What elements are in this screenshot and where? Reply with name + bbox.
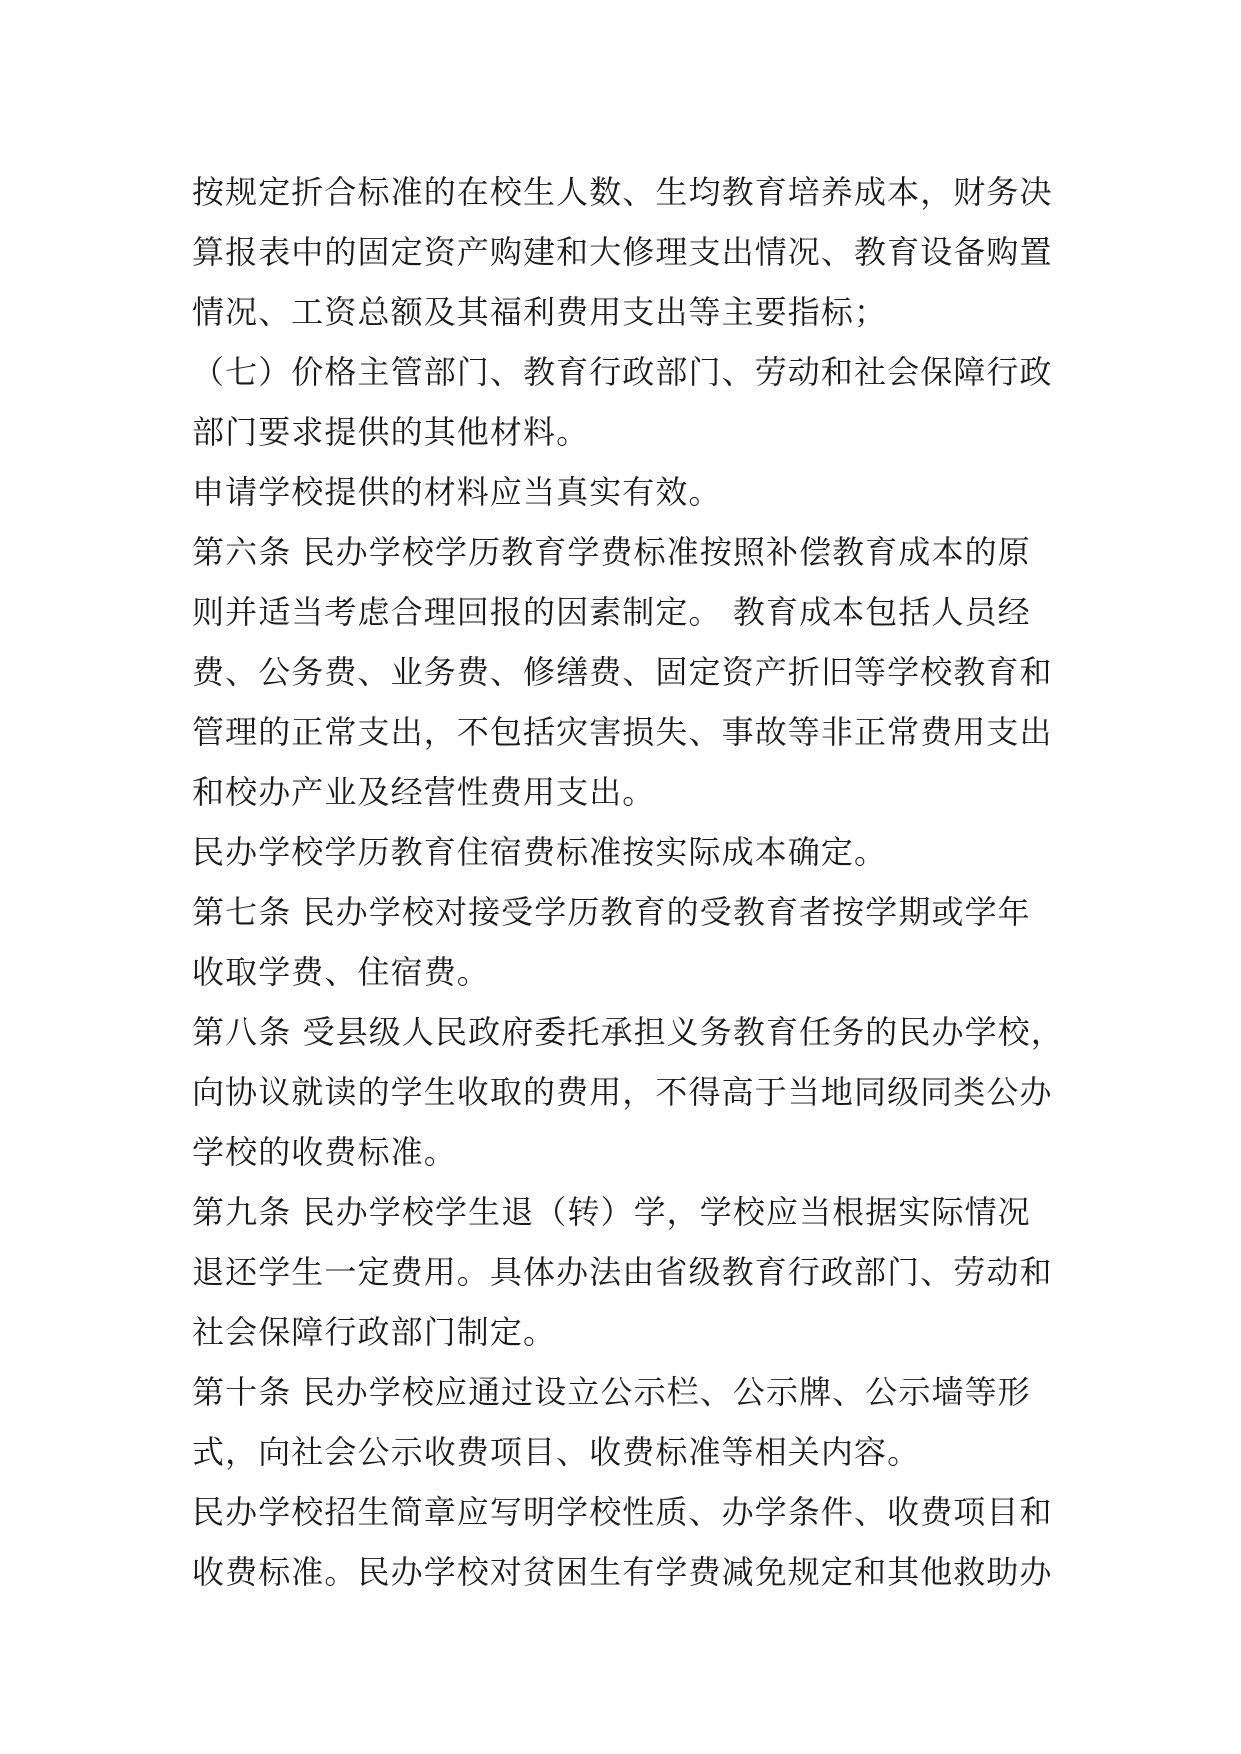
text-line: 情况、工资总额及其福利费用支出等主要指标；: [192, 293, 888, 331]
text-line: 第七条 民办学校对接受学历教育的受教育者按学期或学年: [192, 893, 1031, 931]
text-line: 退还学生一定费用。具体办法由省级教育行政部门、劳动和: [192, 1253, 1053, 1291]
text-line: 则并适当考虑合理回报的因素制定。 教育成本包括人员经: [192, 593, 1031, 631]
text-line: 第八条 受县级人民政府委托承担义务教育任务的民办学校，: [192, 1013, 1064, 1051]
text-line: 部门要求提供的其他材料。: [192, 413, 590, 451]
text-line: （七）价格主管部门、教育行政部门、劳动和社会保障行政: [192, 353, 1053, 391]
text-line: 第九条 民办学校学生退（转）学，学校应当根据实际情况: [192, 1193, 1031, 1231]
text-line: 申请学校提供的材料应当真实有效。: [192, 473, 722, 511]
text-line: 学校的收费标准。: [192, 1133, 457, 1171]
text-line: 向协议就读的学生收取的费用，不得高于当地同级同类公办: [192, 1073, 1053, 1111]
document-body: [192, 162, 1064, 1602]
text-line: 收取学费、住宿费。: [192, 953, 490, 991]
text-line: 社会保障行政部门制定。: [192, 1313, 557, 1351]
text-line: 算报表中的固定资产购建和大修理支出情况、教育设备购置: [192, 233, 1053, 271]
text-line: 第十条 民办学校应通过设立公示栏、公示牌、公示墙等形: [192, 1373, 1031, 1411]
text-line: 民办学校学历教育住宿费标准按实际成本确定。: [192, 833, 888, 871]
text-line: 按规定折合标准的在校生人数、生均教育培养成本，财务决: [192, 173, 1053, 211]
text-line: 第六条 民办学校学历教育学费标准按照补偿教育成本的原: [192, 533, 1031, 571]
text-line: 费、公务费、业务费、修缮费、固定资产折旧等学校教育和: [192, 653, 1053, 691]
text-line: 和校办产业及经营性费用支出。: [192, 773, 656, 811]
text-line: 式，向社会公示收费项目、收费标准等相关内容。: [192, 1433, 921, 1471]
text-line: 收费标准。民办学校对贫困生有学费减免规定和其他救助办: [192, 1553, 1053, 1591]
text-line: 民办学校招生简章应写明学校性质、办学条件、收费项目和: [192, 1493, 1053, 1531]
text-line: 管理的正常支出，不包括灾害损失、事故等非正常费用支出: [192, 713, 1053, 751]
